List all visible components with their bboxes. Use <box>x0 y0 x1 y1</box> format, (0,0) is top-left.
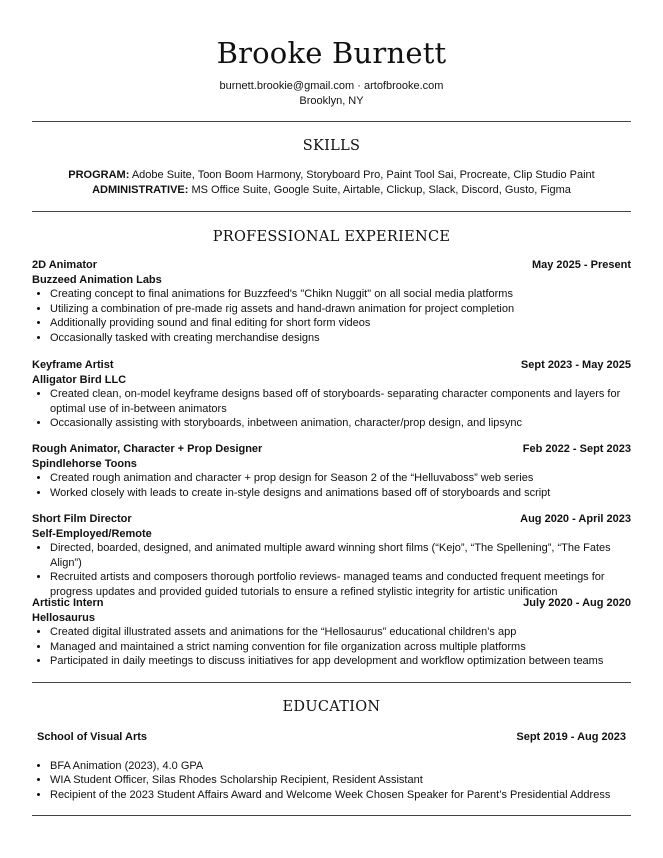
job-bullets <box>32 541 631 599</box>
candidate-name: Brooke Burnett <box>216 36 447 70</box>
divider <box>32 121 631 122</box>
job-entry <box>32 596 631 669</box>
job-date: July 2020 - Aug 2020 <box>523 597 631 609</box>
education-date: Sept 2019 - Aug 2023 <box>516 731 626 743</box>
location: Brooklyn, NY <box>299 95 364 107</box>
job-title: 2D Animator <box>32 259 97 271</box>
skills-admin-value: MS Office Suite, Google Suite, Airtable, Clickup, Slack, Discord, Gusto, Figma <box>188 184 571 196</box>
contact-line: burnett.brookie@gmail.com · artofbrooke.com <box>219 80 444 92</box>
divider <box>32 682 631 683</box>
job-title: Rough Animator, Character + Prop Designer <box>32 443 263 455</box>
job-bullet: • Recruited artists and composers thorough portfolio reviews- managed teams and conducted frequent meetings for progress updates and provided guided tutorials to ensure a refined stylistic integrity for artistic unification <box>50 570 631 599</box>
job-entry <box>32 358 631 431</box>
job-entry <box>32 512 631 599</box>
contact-block <box>0 79 663 109</box>
job-company: Alligator Bird LLC <box>32 373 127 386</box>
job-bullets <box>32 287 631 345</box>
job-bullet: • Creating concept to final animations for Buzzfeed's "Chikn Nuggit" on all social media platforms <box>50 287 631 302</box>
skills-program-line <box>0 168 663 183</box>
job-company: Self-Employed/Remote <box>32 527 152 540</box>
skills-admin-label: ADMINISTRATIVE: <box>92 184 189 196</box>
job-date: Aug 2020 - April 2023 <box>520 513 631 525</box>
job-bullet: • Worked closely with leads to create in-style designs and animations based off of storyboards and script <box>50 486 631 501</box>
divider <box>32 211 631 212</box>
experience-heading: PROFESSIONAL EXPERIENCE <box>212 229 451 245</box>
job-company: Buzzeed Animation Labs <box>32 273 162 286</box>
job-bullets <box>32 625 631 669</box>
job-title: Artistic Intern <box>32 597 104 609</box>
education-entry <box>37 730 626 802</box>
skills-admin-line <box>0 183 663 198</box>
job-bullet: • Occasionally tasked with creating merchandise designs <box>50 331 631 346</box>
skills-block <box>0 168 663 198</box>
job-bullet: • Participated in daily meetings to discuss initiatives for app development and workflow optimization between teams <box>50 654 631 669</box>
skills-heading: SKILLS <box>302 138 361 154</box>
job-date: Feb 2022 - Sept 2023 <box>522 443 631 455</box>
skills-program-value: Adobe Suite, Toon Boom Harmony, Storyboard Pro, Paint Tool Sai, Procreate, Clip Studio Paint <box>129 169 595 181</box>
job-bullet: • Utilizing a combination of pre-made rig assets and hand-drawn animation for project completion <box>50 302 631 317</box>
education-heading: EDUCATION <box>282 699 381 715</box>
job-date: Sept 2023 - May 2025 <box>520 359 631 371</box>
job-bullet: • Created rough animation and character + prop design for Season 2 of the “Helluvaboss” web series <box>50 471 631 486</box>
job-bullet: • Created clean, on-model keyframe designs based off of storyboards- separating character components and layers for optimal use of in-between animators <box>50 387 631 416</box>
job-bullet: • Directed, boarded, designed, and animated multiple award winning short films (“Kejo”, “The Spellening”, “The Fates Align”) <box>50 541 631 570</box>
job-title: Keyframe Artist <box>32 359 114 371</box>
job-title: Short Film Director <box>32 513 132 525</box>
job-entry <box>32 258 631 345</box>
job-entry <box>32 442 631 500</box>
education-bullet: • Recipient of the 2023 Student Affairs Award and Welcome Week Chosen Speaker for Parent’s Presidential Address <box>50 788 626 803</box>
divider <box>32 815 631 816</box>
job-bullet: • Additionally providing sound and final editing for short form videos <box>50 316 631 331</box>
job-bullet: • Created digital illustrated assets and animations for the “Hellosaurus” educational children’s app <box>50 625 631 640</box>
job-bullets <box>32 471 631 500</box>
school-name: School of Visual Arts <box>37 731 148 743</box>
job-date: May 2025 - Present <box>531 259 631 271</box>
job-bullet: • Occasionally assisting with storyboards, inbetween animation, character/prop design, and lipsync <box>50 416 631 431</box>
job-bullets <box>32 387 631 431</box>
education-bullet: • BFA Animation (2023), 4.0 GPA <box>50 759 626 774</box>
education-bullets <box>37 759 626 803</box>
skills-program-label: PROGRAM: <box>68 169 130 181</box>
education-bullet: • WIA Student Officer, Silas Rhodes Scholarship Recipient, Resident Assistant <box>50 773 626 788</box>
job-company: Spindlehorse Toons <box>32 457 137 470</box>
job-bullet: • Managed and maintained a strict naming convention for file organization across multiple platforms <box>50 640 631 655</box>
job-company: Hellosaurus <box>32 611 95 624</box>
